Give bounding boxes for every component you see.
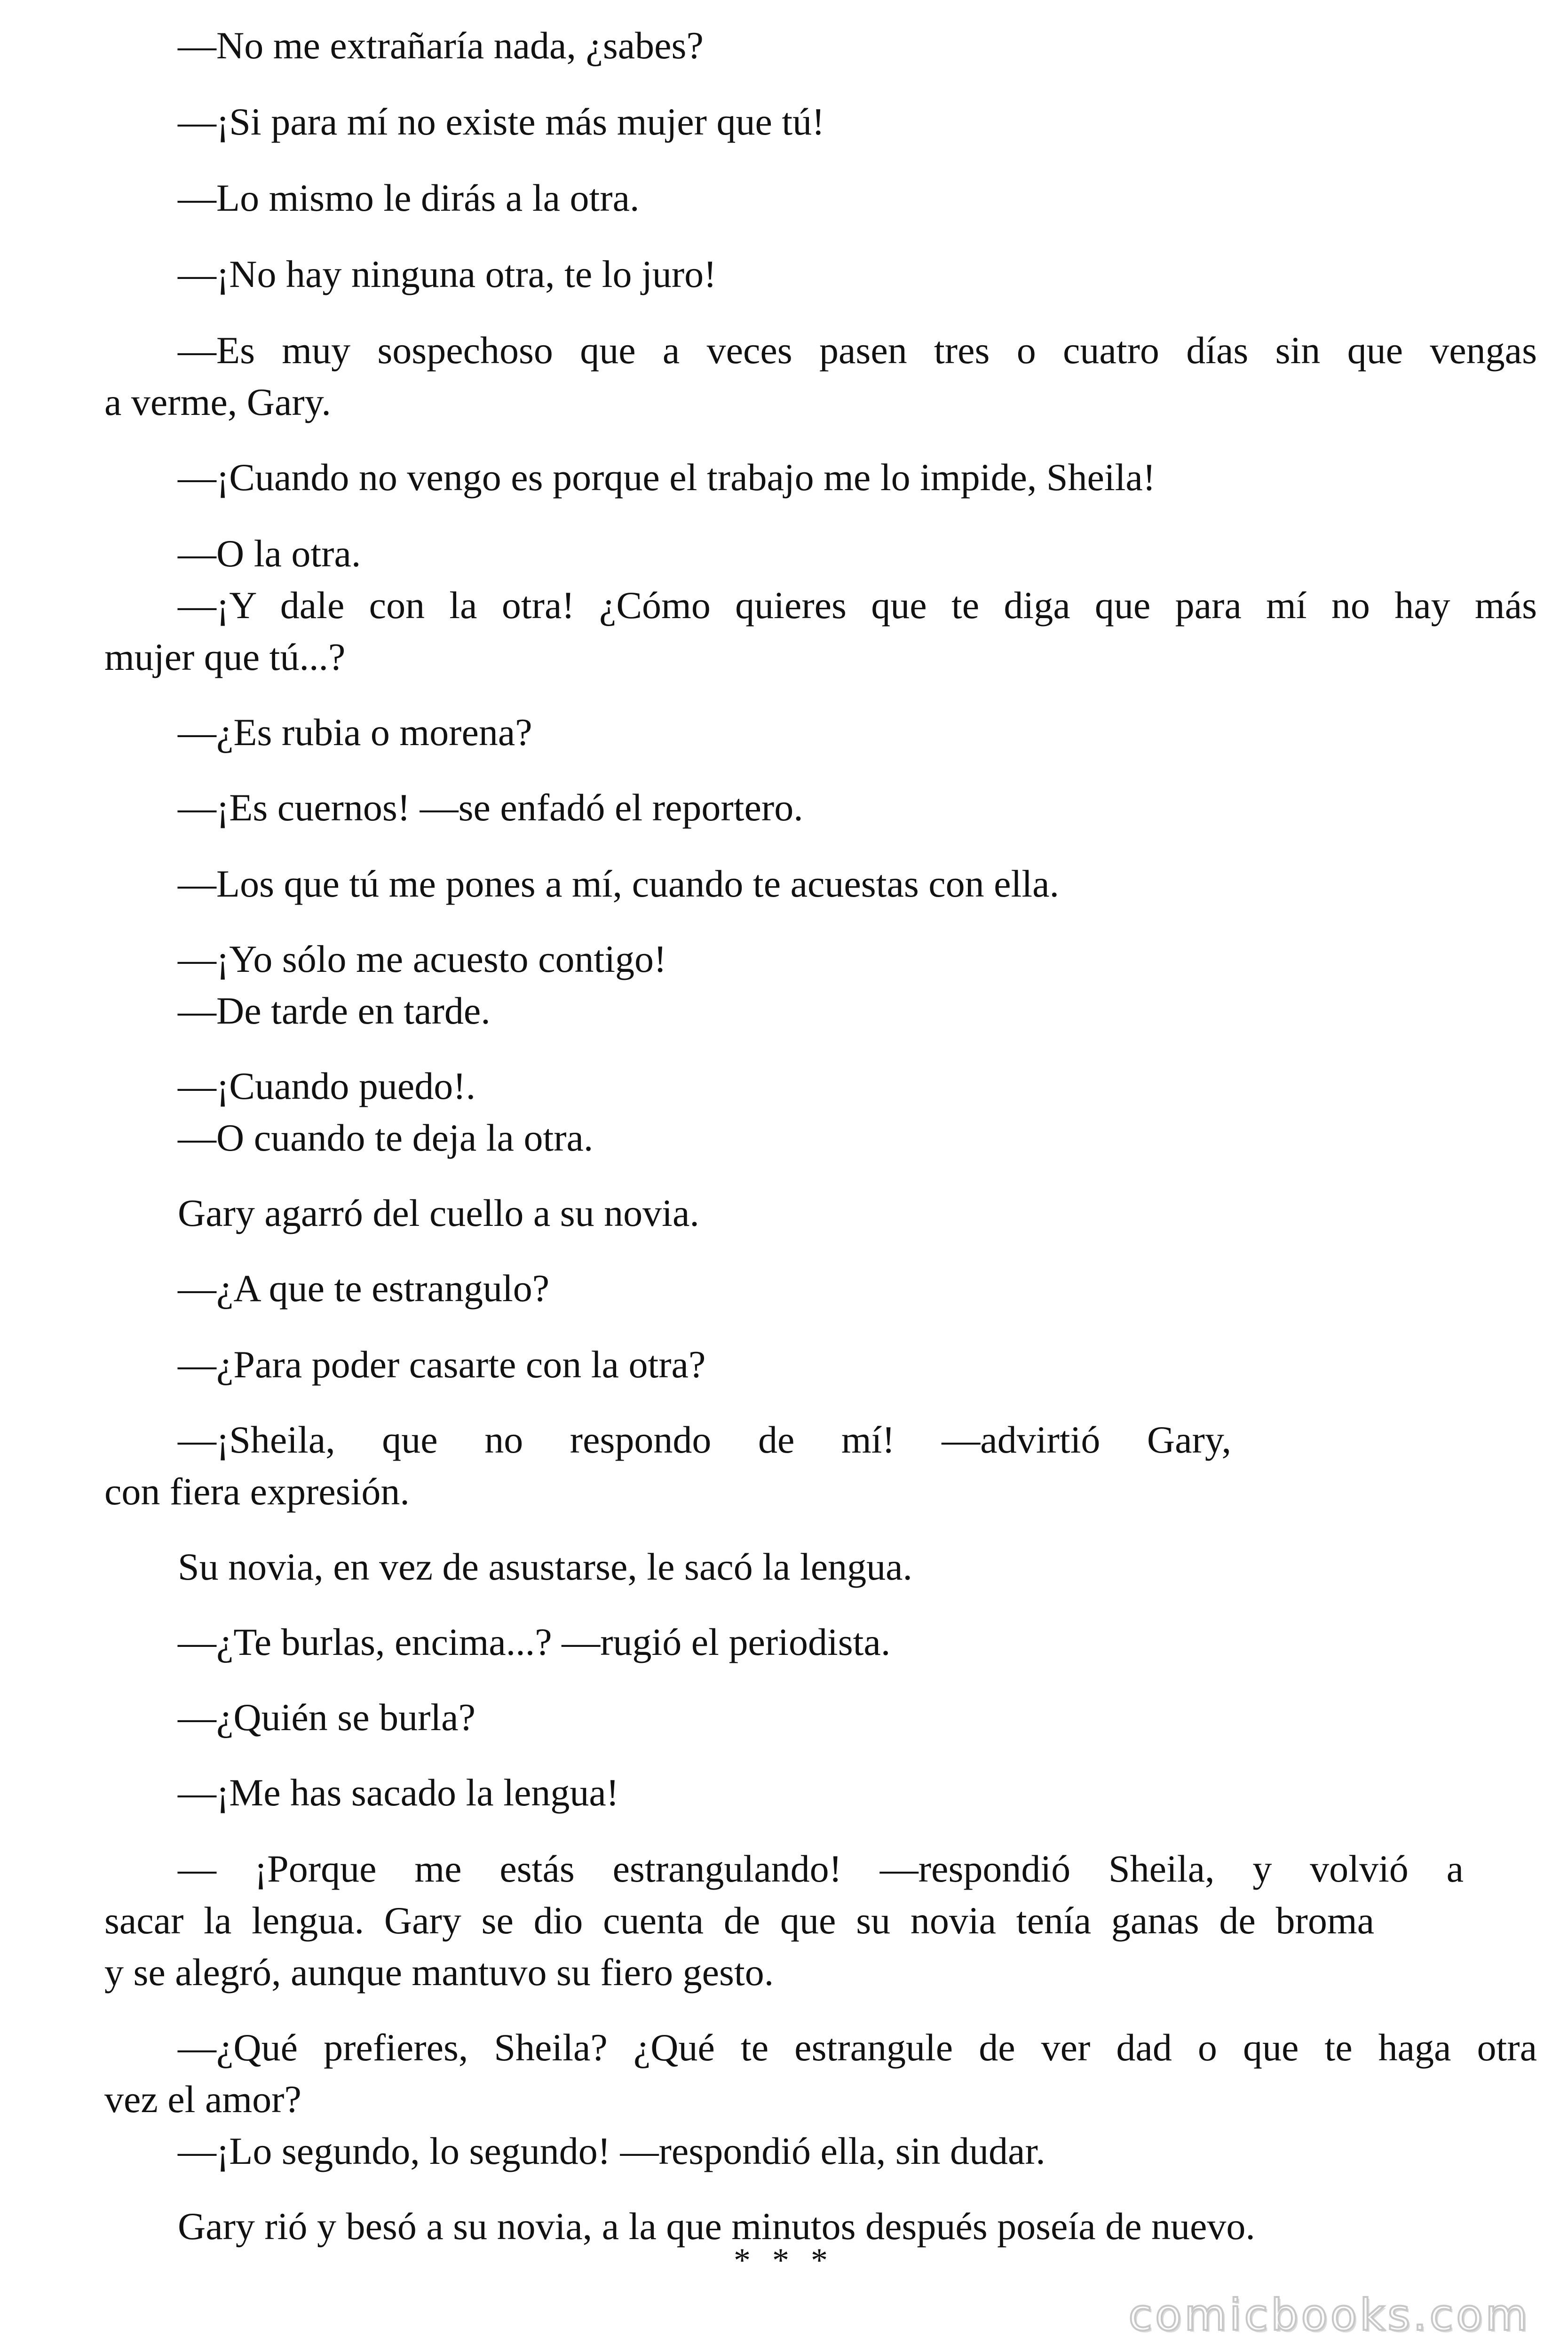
paragraph-line: —¡Sheila, que no respondo de mí! —advirtió Gary, (178, 1418, 1231, 1461)
paragraph: —¿A que te estrangulo? (178, 1267, 550, 1310)
paragraph: —¡Es cuernos! —se enfadó el reportero. (178, 786, 803, 829)
paragraph: Su novia, en vez de asustarse, le sacó la lengua. (178, 1545, 913, 1588)
section-separator: * * * (734, 2241, 834, 2279)
paragraph: —¡Cuando no vengo es porque el trabajo me lo impide, Sheila! (178, 456, 1156, 499)
paragraph-line: — ¡Porque me estás estrangulando! —respondió Sheila, y volvió a (178, 1847, 1464, 1890)
paragraph: —¡Si para mí no existe más mujer que tú! (178, 100, 825, 143)
paragraph: —¡Lo segundo, lo segundo! —respondió ella, sin dudar. (178, 2130, 1045, 2172)
watermark-text: comicbooks.com (1128, 2290, 1530, 2340)
paragraph-line: —Es muy sospechoso que a veces pasen tres o cuatro días sin que vengas (178, 329, 1537, 372)
paragraph: —O la otra. (178, 532, 361, 575)
paragraph-line: vez el amor? (104, 2078, 301, 2121)
paragraph-line: sacar la lengua. Gary se dio cuenta de que su novia tenía ganas de broma (104, 1899, 1374, 1942)
paragraph: Gary rió y besó a su novia, a la que minutos después poseía de nuevo. (178, 2205, 1255, 2248)
paragraph: —Los que tú me pones a mí, cuando te acuestas con ella. (178, 862, 1060, 905)
paragraph-line: —¿Qué prefieres, Sheila? ¿Qué te estrangule de ver dad o que te haga otra (178, 2026, 1537, 2069)
paragraph: —¿Te burlas, encima...? —rugió el periodista. (178, 1621, 891, 1663)
paragraph: —¡No hay ninguna otra, te lo juro! (178, 253, 717, 295)
paragraph: —¿Es rubia o morena? (178, 711, 532, 754)
paragraph: —O cuando te deja la otra. (178, 1116, 594, 1159)
paragraph-line: con fiera expresión. (104, 1470, 410, 1513)
paragraph: Gary agarró del cuello a su novia. (178, 1192, 699, 1234)
paragraph: —¡Me has sacado la lengua! (178, 1771, 619, 1814)
paragraph-line: a verme, Gary. (104, 381, 331, 423)
paragraph-line: y se alegró, aunque mantuvo su fiero gesto. (104, 1951, 774, 1994)
paragraph-line: —¡Y dale con la otra! ¿Cómo quieres que te diga que para mí no hay más (178, 584, 1537, 627)
paragraph: —No me extrañaría nada, ¿sabes? (178, 24, 704, 67)
paragraph: —¡Cuando puedo!. (178, 1065, 476, 1107)
paragraph-line: mujer que tú...? (104, 636, 346, 678)
paragraph: —Lo mismo le dirás a la otra. (178, 176, 640, 219)
paragraph: —¿Quién se burla? (178, 1696, 475, 1739)
paragraph: —De tarde en tarde. (178, 989, 491, 1032)
paragraph: —¡Yo sólo me acuesto contigo! (178, 938, 667, 980)
paragraph: —¿Para poder casarte con la otra? (178, 1343, 706, 1386)
